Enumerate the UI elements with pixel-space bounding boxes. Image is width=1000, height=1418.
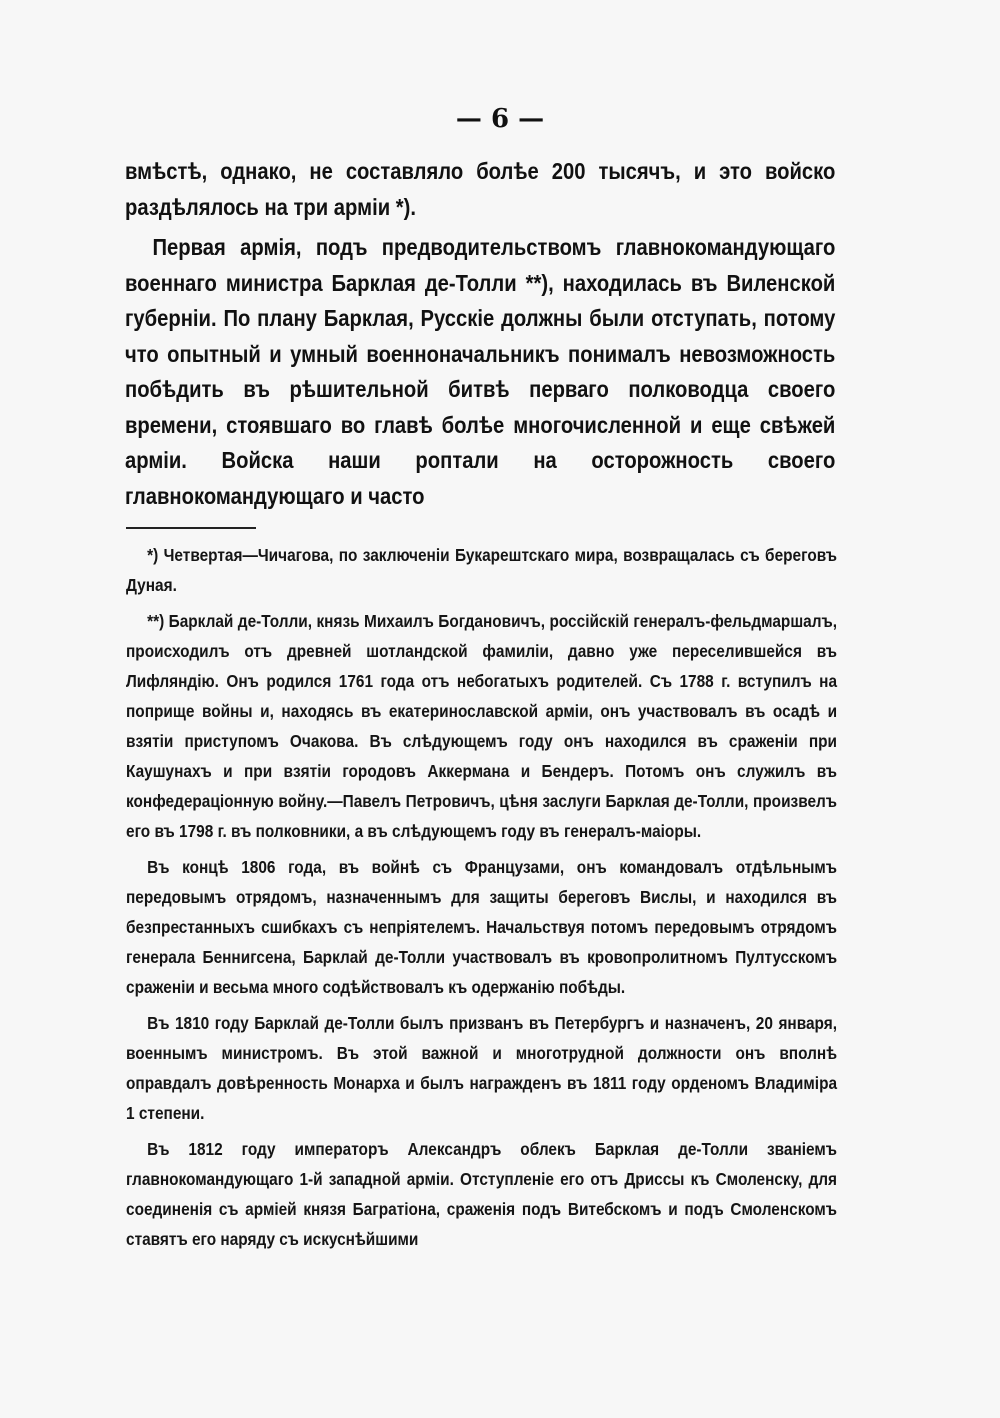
footnote-3: Въ концѣ 1806 года, въ войнѣ съ Французами, онъ командовалъ отдѣльнымъ передовымъ отрядомъ, назначеннымъ для защиты береговъ Вислы, и находился въ безпрестанныхъ сшибкахъ съ непріятелемъ. Начальствуя потомъ передовымъ отрядомъ генерала Беннигсена, Барклай де-Толли участвовалъ въ кровопролитномъ Пултусскомъ сраженіи и весьма много содѣйствовалъ къ одержанію побѣды. [126, 857, 838, 997]
footnote-4: Въ 1810 году Барклай де-Толли былъ призванъ въ Петербургъ и назначенъ, 20 января, военнымъ министромъ. Въ этой важной и многотрудной должности онъ вполнѣ оправдалъ довѣренность Монарха и былъ награжденъ въ 1811 году орденомъ Владиміра 1 степени. [126, 1013, 838, 1123]
footnote-1: *) Четвертая—Чичагова, по заключеніи Букарештскаго мира, возвращалась съ береговъ Дуная. [126, 545, 838, 595]
footnote-5: Въ 1812 году императоръ Александръ облекъ Барклая де-Толли званіемъ главнокомандующаго 1-й западной арміи. Отступленіе его отъ Дриссы къ Смоленску, для соединенія съ арміей князя Багратіона, сраженія подъ Витебскомъ и подъ Смоленскомъ ставятъ его наряду съ искуснѣйшими [126, 1139, 838, 1249]
body-paragraph-1: вмѣстѣ, однако, не составляло болѣе 200 тысячъ, и это войско раздѣлялось на три арміи *). [125, 158, 836, 220]
main-text [125, 154, 835, 514]
footnote-2: **) Барклай де-Толли, князь Михаилъ Богдановичъ, россійскій генералъ-фельдмаршалъ, происходилъ отъ древней шотландской фамиліи, давно уже переселившейся въ Лифляндію. Онъ родился 1761 года отъ небогатыхъ родителей. Съ 1788 г. вступилъ на поприще войны и, находясь въ екатеринославской арміи, онъ участвовалъ въ осадѣ и взятіи приступомъ Очакова. Въ слѣдующемъ году онъ находился въ сраженіи при Каушунахъ и при взятіи городовъ Аккермана и Бендеръ. Потомъ онъ служилъ въ конфедераціонную войну.—Павелъ Петровичъ, цѣня заслуги Барклая де-Толли, произвелъ его въ 1798 г. въ полковники, а въ слѣдующемъ году въ генералъ-маіоры. [126, 611, 838, 841]
page-number: — 6 — [455, 104, 545, 134]
footnote-divider [126, 527, 256, 529]
body-paragraph-2: Первая армія, подъ предводительствомъ главнокомандующаго военнаго министра Барклая де-Толли **), находилась въ Виленской губерніи. По плану Барклая, Русскіе должны были отступать, потому что опытный и умный военноначальникъ понималъ невозможность побѣдить въ рѣшительной битвѣ перваго полководца своего времени, стоявшаго во главѣ болѣе многочисленной и еще свѣжей арміи. Войска наши роптали на осторожность своего главнокомандующаго и часто [125, 234, 836, 509]
footnotes [126, 540, 837, 1254]
